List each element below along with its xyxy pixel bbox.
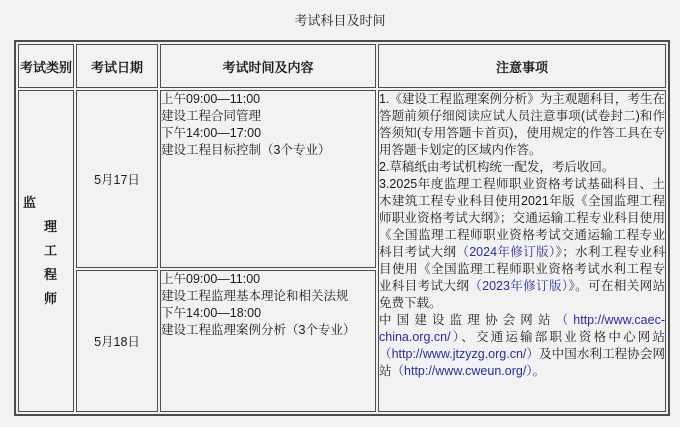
note-3-text: 3.2025年度监理工程师职业资格考试基础科目、土木建筑工程专业科目使用2021年版《全国监理工程师职业资格考试大纲》；交通运输工程专业科目使用《全国监理工程师职业资格考试交通运输工程专业科目考试大纲 (379, 177, 665, 259)
date-cell-may17: 5月17日 (76, 90, 158, 268)
afternoon-subject: 建设工程监理案例分析（3个专业） (161, 323, 356, 337)
note-3-text: 》。可在相关网站免费下载。 (379, 279, 665, 310)
afternoon-subject: 建设工程目标控制（3个专业） (161, 143, 331, 157)
category-char: 工 (44, 243, 58, 258)
header-notes: 注意事项 (378, 44, 666, 88)
category-char: 师 (44, 291, 58, 306)
header-row (18, 44, 666, 88)
time-content-cell-may17 (160, 90, 376, 268)
note-item-2: 2.草稿纸由考试机构统一配发，考后收回。 (379, 160, 615, 174)
note-item-1 (379, 91, 665, 159)
note-4-text: 、交通运输部职业资格中心网站 (461, 330, 665, 344)
morning-time: 上午09:00—11:00 (161, 272, 261, 286)
table-row-may17 (18, 90, 666, 268)
exam-schedule-table (14, 40, 670, 416)
note-4-text: 中国建设监理协会网站 (379, 313, 556, 327)
link-2024-revised-syllabus[interactable]: （2024年修订版） (456, 245, 556, 259)
header-exam-date: 考试日期 (76, 44, 158, 88)
note-item-4 (379, 312, 665, 380)
note-4-text: 及中国水利工程协会网站 (379, 347, 665, 378)
note-1-emphasis-text: 使用规定的作答工具在专用答题卡划定的区域内作答。 (379, 126, 665, 157)
note-1-text: 1.《建设工程监理案例分析》为主观题科目，考生在答题前须仔细阅读应试人员注意事项(试卷封二)和作答须知(专用答题卡首页)， (379, 92, 665, 140)
note-3-text: 》；水利工程专业科目使用《全国监理工程师职业资格考试水利工程专业科目考试大纲 (379, 245, 665, 293)
date-cell-may18: 5月18日 (76, 270, 158, 412)
time-content-cell-may18 (160, 270, 376, 412)
category-vertical-label (19, 191, 73, 311)
morning-subject: 建设工程合同管理 (161, 109, 262, 123)
link-2023-revised-syllabus[interactable]: （2023年修订版） (469, 279, 569, 293)
link-jtzyzg-website[interactable]: （http://www.jtzyzg.org.cn/） (379, 347, 540, 361)
afternoon-time: 下午14:00—18:00 (161, 306, 262, 320)
afternoon-time: 下午14:00—17:00 (161, 126, 262, 140)
category-char: 理 (44, 219, 58, 234)
morning-subject: 建设工程监理基本理论和相关法规 (161, 289, 349, 303)
page-title: 考试科目及时间 (294, 13, 386, 28)
header-exam-category: 考试类别 (18, 44, 74, 88)
notes-cell (378, 90, 666, 412)
note-4-text: 。 (532, 364, 546, 378)
header-exam-time-content: 考试时间及内容 (160, 44, 376, 88)
link-cweun-website[interactable]: （http://www.cweun.org/） (391, 364, 533, 378)
category-char: 程 (44, 267, 58, 282)
category-char: 监 (23, 195, 37, 210)
note-item-3 (379, 176, 665, 312)
morning-time: 上午09:00—11:00 (161, 92, 261, 106)
exam-category-cell (18, 90, 74, 412)
link-caec-china-website[interactable]: （http://www.caec-china.org.cn/） (379, 313, 665, 344)
